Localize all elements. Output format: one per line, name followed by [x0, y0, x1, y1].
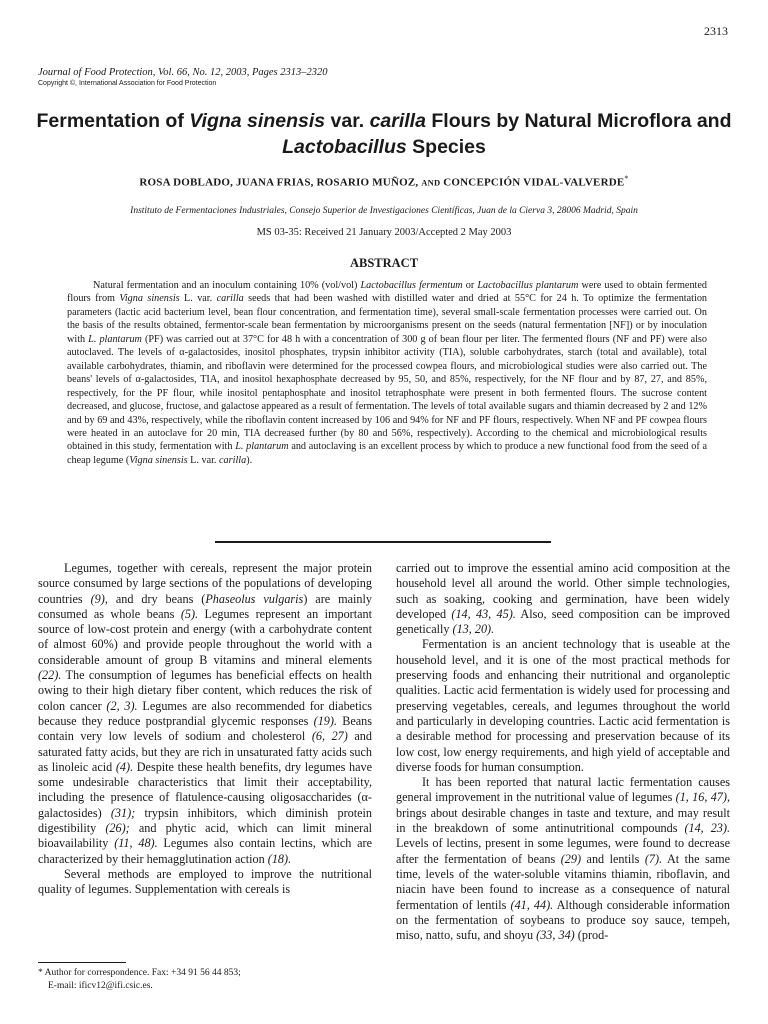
text-span: or	[462, 280, 478, 291]
text-span: Although considerable information on the fermentation of soybeans to produce soy sauce, tempeh, miso, natto, sufu, and shoyu	[396, 897, 730, 943]
body-paragraph	[38, 867, 372, 898]
text-span: Legumes represent an important source of low-cost protein and energy (with a carbohydrate content of almost 60%) and provide people throughout the world with a considerable amount of group B vitamins and mineral elements	[38, 606, 372, 667]
italic-span: (6, 27)	[311, 729, 348, 744]
body-paragraph	[396, 561, 730, 637]
text-span: trypsin inhibitors, which diminish protein digestibility	[38, 805, 372, 836]
body-column-right	[396, 561, 730, 943]
text-span: Despite these health benefits, dry legumes have some undesirable characteristics that limit their acceptability, including the presence of flatulence-causing oligosaccharides (α-galactosides)	[38, 759, 372, 820]
article-title: Fermentation of Vigna sinensis var. carilla Flours by Natural Microflora and Lactobacillus Species	[36, 110, 732, 158]
page-number: 2313	[704, 24, 728, 38]
footnote-correspondence: * Author for correspondence. Fax: +34 91 56 44 853;	[38, 968, 241, 978]
text-span: (prod-	[574, 928, 609, 943]
italic-span: L. plantarum	[88, 333, 142, 345]
affiliation: Instituto de Fermentaciones Industriales, Consejo Superior de Investigaciones Científicas, Juan de la Cierva 3, 28006 Madrid, Spain	[130, 206, 638, 216]
text-span: Fermentation is an ancient technology that is useable at the household level, and it is one of the most practical methods for preserving foods and enhancing their nutritional and organoleptic qualities. Lactic acid fermentation is widely used for processing and preserving vegetables, cereals, and legumes throughout the world and particularly in developing countries. Lactic acid fermentation is a desirable method for processing and preservation because of its low cost, low energy requirements, and high yield of acceptable and diverse foods for human consumption.	[396, 637, 730, 774]
italic-span: (29)	[560, 851, 582, 866]
text-span: ) are mainly consumed as whole beans	[38, 591, 372, 621]
copyright-line: Copyright ©, International Association for Food Protection	[38, 80, 217, 87]
correspondence-mark: *	[624, 174, 629, 183]
text-span: and phytic acid, which can limit mineral bioavailability	[38, 821, 372, 851]
italic-span: (5).	[180, 606, 199, 621]
italic-span: Vigna sinensis	[119, 293, 180, 305]
text-span: L. var.	[187, 454, 220, 466]
text-span: At the same time, levels of the water-soluble vitamins thiamin, riboflavin, and niacin have been found to increase as a consequence of natural fermentation of lentils	[396, 851, 731, 912]
text-span: brings about desirable changes in taste and texture, and may result in the breakdown of some antinutritional compounds	[396, 805, 730, 836]
italic-span: (31);	[110, 805, 136, 820]
text-span: ).	[246, 454, 253, 466]
italic-span: Lactobacillus plantarum	[477, 280, 579, 291]
italic-span: (13, 20).	[452, 622, 495, 637]
abstract-heading: ABSTRACT	[349, 256, 419, 270]
italic-span: Vigna sinensis	[129, 454, 188, 466]
footnote-rule	[38, 962, 126, 963]
italic-span: (19).	[313, 713, 337, 728]
abstract-text	[67, 279, 707, 467]
text-span: Legumes also contain lectins, which are characterized by their hemagglutination action	[38, 836, 373, 866]
body-paragraph	[396, 637, 730, 775]
text-span: Levels of lectins, present in some legumes, were found to decrease after the fermentation of beans	[396, 836, 730, 866]
text-span: and dry beans (	[107, 591, 206, 606]
text-span: and lentils	[581, 851, 645, 866]
italic-span: L. plantarum	[235, 441, 289, 453]
italic-span: (33, 34)	[536, 928, 575, 943]
text-span: seeds that had been washed with distilled water and dried at 55°C for 24 h. To optimize the fermentation parameters (lactic acid bacterium level, bean flour concentration, and fermentation time), several small-scale fermentation processes were carried out. On the basis of the results obtained, fermentor-scale bean fermentation by microorganisms present on the seeds (natural fermentation [NF]) or by inoculation with	[67, 293, 708, 345]
manuscript-dates: MS 03-35: Received 21 January 2003/Accepted 2 May 2003	[256, 227, 512, 238]
body-column-left	[38, 561, 372, 898]
italic-span: Phaseolus vulgaris	[205, 591, 304, 606]
footnote-email: E-mail: ificv12@ifi.csic.es.	[48, 981, 153, 992]
italic-span: (14, 43, 45).	[451, 606, 516, 621]
italic-span: (14, 23).	[684, 821, 730, 836]
text-span: It has been reported that natural lactic fermentation causes general improvement in the nutritional value of legumes	[396, 775, 730, 805]
italic-span: carilla	[219, 454, 247, 466]
text-span: were used to obtain fermented flours from	[67, 280, 707, 305]
italic-span: (41, 44).	[510, 897, 554, 912]
italic-span: (4).	[115, 759, 134, 774]
text-span: and autoclaving is an excellent process by which to produce a new functional food from the seed of a cheap legume (	[67, 441, 707, 466]
footnote	[38, 967, 241, 994]
italic-span: (11, 48).	[114, 836, 158, 851]
text-span: The consumption of legumes has beneficial effects on health owing to their high dietary fiber content, which reduces the risk of colon cancer	[38, 668, 372, 713]
text-span: Also, seed composition can be improved genetically	[396, 606, 731, 637]
italic-span: Lactobacillus fermentum	[360, 280, 463, 291]
italic-span: (1, 16, 47),	[675, 790, 730, 805]
italic-span: (2, 3).	[106, 698, 138, 713]
text-span: Several methods are employed to improve the nutritional quality of legumes. Supplementation with cereals is	[38, 866, 372, 897]
italic-span: carilla	[216, 293, 244, 305]
text-span: Legumes, together with cereals, represent the major protein source consumed by large sections of the populations of developing countries	[38, 561, 372, 606]
text-span: carried out to improve the essential amino acid composition at the household level all around the world. Other simple technologies, such as soaking, cooking and germination, have been widely developed	[396, 561, 730, 621]
italic-span: (7).	[644, 851, 663, 866]
text-span: L. var.	[179, 293, 217, 305]
italic-span: (18).	[267, 851, 292, 866]
italic-span: (26);	[105, 821, 130, 836]
text-span: Beans contain very low levels of sodium and cholesterol	[38, 713, 373, 744]
italic-span: (22).	[38, 668, 62, 683]
text-span: (PF) was carried out at 37°C for 48 h with a concentration of 300 g of bean flour per liter. The fermented flours (NF and PF) were also autoclaved. The levels of α-galactosides, inositol phosphates, trypsin inhibitor activity (TIA), soluble carbohydrates, starch (total and available), total available carbohydrates, thiamin, and riboflavin were determined for the processed cowpea flours, and microbiological studies were also carried out. The beans' levels of α-galactosides, TIA, and inositol hexaphosphate decreased by 95, 50, and 85%, respectively, for the NF flour and by 87, 27, and 85%, respectively, for the PF flour, while inositol pentaphosphate and inositol tetraphosphate were present in both fermented flours. The sucrose content decreased, and glucose, fructose, and galactose appeared as a result of fermentation. The levels of total available sugars and thiamin decreased by 2 and 12% and by 69 and 43%, respectively, while the riboflavin content increased by 106 and 94% for NF and PF flours, respectively. When NF and PF cowpea flours were heated in an autoclave for 20 min, TIA decreased further (by 80 and 56%, respectively). According to the chemical and microbiological results obtained in this study, fermentation with	[67, 333, 707, 453]
text-span: and saturated fatty acids, but they are rich in unsaturated fatty acids such as linoleic acid	[38, 729, 372, 774]
author-list: ROSA DOBLADO, JUANA FRIAS, ROSARIO MUÑOZ, AND CONCEPCIÓN VIDAL-VALVERDE*	[139, 174, 629, 189]
text-span: Natural fermentation and an inoculum containing 10% (vol/vol)	[93, 280, 361, 291]
italic-span: (9),	[90, 591, 108, 606]
body-paragraph	[396, 775, 730, 943]
body-paragraph	[38, 561, 372, 867]
section-divider	[215, 541, 551, 543]
text-span: Legumes are also recommended for diabetics because they reduce postprandial glycemic responses	[38, 698, 372, 728]
journal-citation: Journal of Food Protection, Vol. 66, No. 12, 2003, Pages 2313–2320	[38, 67, 328, 78]
